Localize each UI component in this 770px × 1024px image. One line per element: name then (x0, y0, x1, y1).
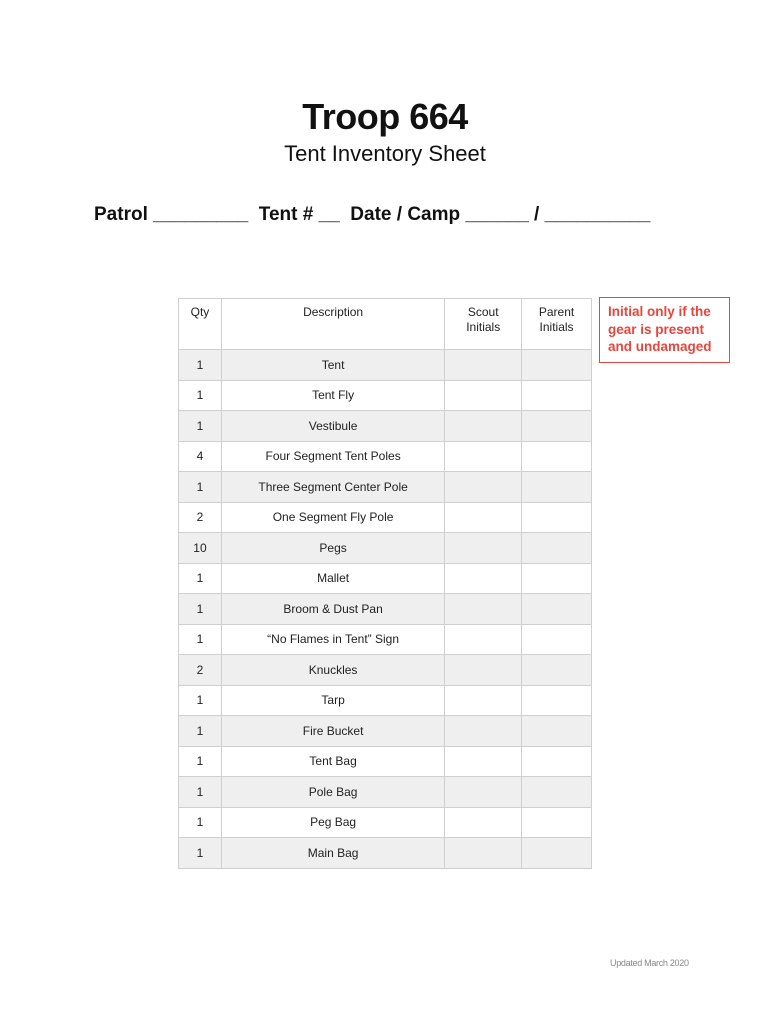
description-cell: “No Flames in Tent” Sign (221, 624, 444, 655)
parent-initials-cell[interactable] (522, 411, 592, 442)
description-cell: Main Bag (221, 838, 444, 869)
table-row (179, 594, 592, 625)
qty-cell: 1 (179, 777, 222, 808)
description-cell: Fire Bucket (221, 716, 444, 747)
scout-initials-cell[interactable] (445, 655, 522, 686)
description-cell: Tent Fly (221, 380, 444, 411)
scout-initials-cell[interactable] (445, 411, 522, 442)
scout-initials-cell[interactable] (445, 624, 522, 655)
table-row (179, 472, 592, 503)
qty-cell: 1 (179, 807, 222, 838)
scout-initials-cell[interactable] (445, 807, 522, 838)
initials-instruction-note: Initial only if the gear is present and undamaged (599, 297, 730, 363)
parent-initials-cell[interactable] (522, 685, 592, 716)
description-cell: Peg Bag (221, 807, 444, 838)
scout-initials-cell[interactable] (445, 777, 522, 808)
parent-initials-cell[interactable] (522, 716, 592, 747)
parent-initials-cell[interactable] (522, 655, 592, 686)
qty-cell: 1 (179, 624, 222, 655)
table-row (179, 807, 592, 838)
qty-cell: 10 (179, 533, 222, 564)
description-cell: Pole Bag (221, 777, 444, 808)
table-row (179, 533, 592, 564)
description-cell: Three Segment Center Pole (221, 472, 444, 503)
scout-initials-cell[interactable] (445, 838, 522, 869)
scout-initials-cell[interactable] (445, 563, 522, 594)
table-row (179, 777, 592, 808)
scout-initials-cell[interactable] (445, 716, 522, 747)
qty-cell: 4 (179, 441, 222, 472)
qty-cell: 1 (179, 350, 222, 381)
table-row (179, 685, 592, 716)
table-row (179, 838, 592, 869)
description-cell: Mallet (221, 563, 444, 594)
scout-initials-cell[interactable] (445, 746, 522, 777)
parent-initials-cell[interactable] (522, 838, 592, 869)
scout-initials-cell[interactable] (445, 350, 522, 381)
parent-initials-cell[interactable] (522, 777, 592, 808)
description-cell: Tent Bag (221, 746, 444, 777)
table-row (179, 655, 592, 686)
parent-initials-cell[interactable] (522, 563, 592, 594)
table-row (179, 411, 592, 442)
scout-initials-cell[interactable] (445, 441, 522, 472)
page-title: Troop 664 (302, 96, 468, 137)
table-row (179, 502, 592, 533)
qty-cell: 1 (179, 594, 222, 625)
description-cell: Vestibule (221, 411, 444, 442)
table-row (179, 716, 592, 747)
table-row (179, 380, 592, 411)
description-cell: Tent (221, 350, 444, 381)
inventory-table-body (179, 350, 592, 869)
qty-cell: 1 (179, 838, 222, 869)
patrol-tent-date-camp-fields: Patrol _________ Tent # __ Date / Camp ______ / __________ (94, 204, 651, 225)
qty-cell: 1 (179, 716, 222, 747)
column-header-scout-initials: Scout Initials (445, 299, 522, 350)
description-cell: Four Segment Tent Poles (221, 441, 444, 472)
scout-initials-cell[interactable] (445, 380, 522, 411)
table-row (179, 624, 592, 655)
qty-cell: 1 (179, 563, 222, 594)
updated-date: Updated March 2020 (610, 958, 689, 968)
parent-initials-cell[interactable] (522, 472, 592, 503)
column-header-description: Description (221, 299, 444, 350)
parent-initials-cell[interactable] (522, 746, 592, 777)
qty-cell: 2 (179, 502, 222, 533)
scout-initials-cell[interactable] (445, 472, 522, 503)
parent-initials-cell[interactable] (522, 533, 592, 564)
parent-initials-cell[interactable] (522, 807, 592, 838)
qty-cell: 1 (179, 472, 222, 503)
scout-initials-cell[interactable] (445, 685, 522, 716)
parent-initials-cell[interactable] (522, 380, 592, 411)
description-cell: Knuckles (221, 655, 444, 686)
parent-initials-cell[interactable] (522, 594, 592, 625)
table-header-row (179, 299, 592, 350)
description-cell: Broom & Dust Pan (221, 594, 444, 625)
qty-cell: 1 (179, 380, 222, 411)
qty-cell: 1 (179, 411, 222, 442)
parent-initials-cell[interactable] (522, 502, 592, 533)
parent-initials-cell[interactable] (522, 624, 592, 655)
description-cell: Tarp (221, 685, 444, 716)
qty-cell: 1 (179, 746, 222, 777)
parent-initials-cell[interactable] (522, 441, 592, 472)
qty-cell: 1 (179, 685, 222, 716)
parent-initials-cell[interactable] (522, 350, 592, 381)
table-row (179, 746, 592, 777)
table-row (179, 350, 592, 381)
table-row (179, 563, 592, 594)
table-row (179, 441, 592, 472)
description-cell: Pegs (221, 533, 444, 564)
column-header-parent-initials: Parent Initials (522, 299, 592, 350)
inventory-table (178, 298, 592, 869)
description-cell: One Segment Fly Pole (221, 502, 444, 533)
column-header-qty: Qty (179, 299, 222, 350)
scout-initials-cell[interactable] (445, 502, 522, 533)
scout-initials-cell[interactable] (445, 594, 522, 625)
qty-cell: 2 (179, 655, 222, 686)
scout-initials-cell[interactable] (445, 533, 522, 564)
page-subtitle: Tent Inventory Sheet (284, 141, 486, 166)
